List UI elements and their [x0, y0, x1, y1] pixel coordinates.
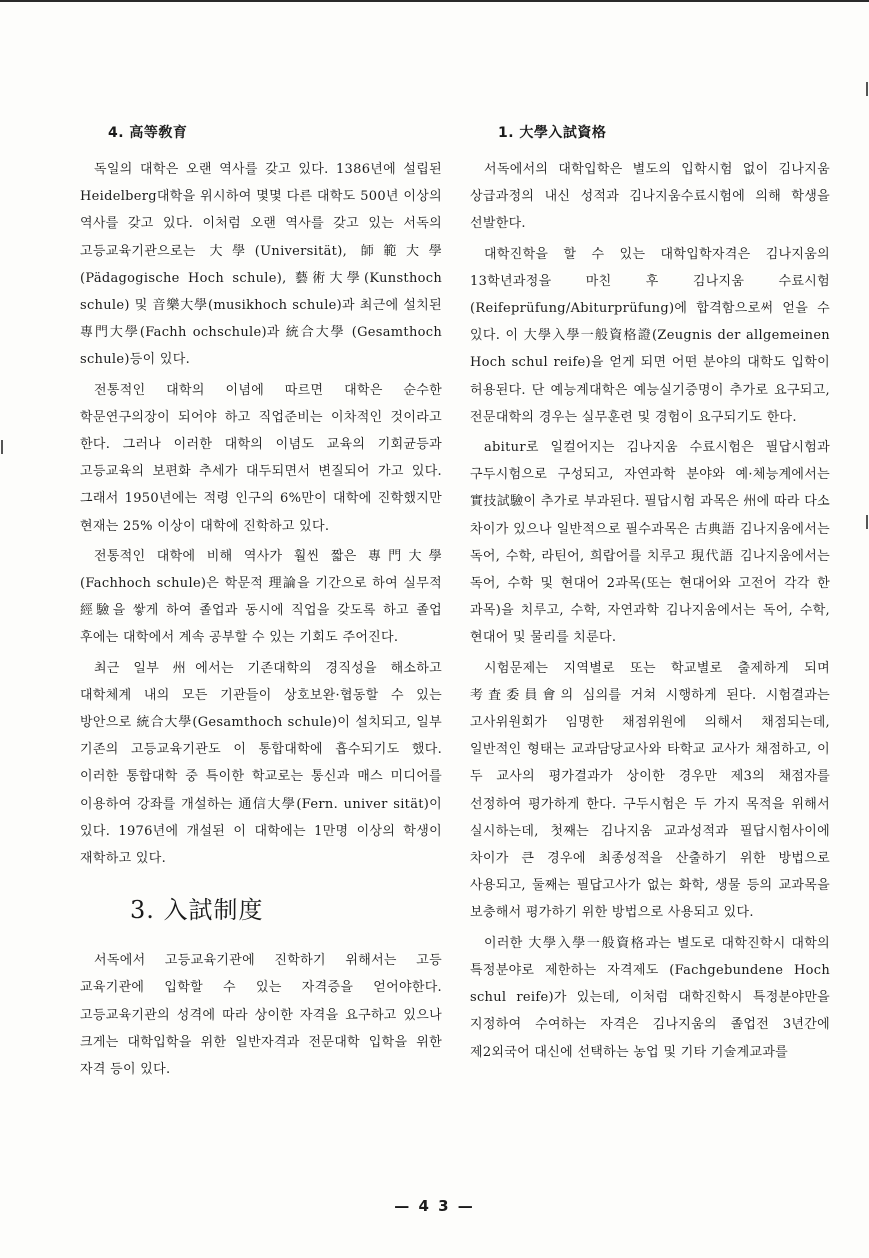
scan-margin-mark [866, 82, 868, 96]
paragraph: abitur로 일컬어지는 김나지움 수료시험은 필답시험과 구두시험으로 구성되고, 자연과학 분야와 예·체능계에서는 實技試驗이 추가로 부과된다. 필답시험 과목은 州에 따라 다소 차이가 있으나 일반적으로 필수과목은 古典語 김나지움에서는 독어, 수학, 라틴어, 희랍어를 치루고 現代語 김나지움에서는 독어, 수학 및 현대어 2과목(또는 현대어와 고전어 각각 한 과목)을 치루고, 수학, 자연과학 김나지움에서는 독어, 수학, 현대어 및 물리를 치룬다. [470, 440, 830, 646]
paragraph: 시험문제는 지역별로 또는 학교별로 출제하게 되며 考査委員會의 심의를 거쳐 시행하게 된다. 시험결과는 고사위원회가 임명한 채점위원에 의해서 채점되는데, 일반적인 형태는 교과담당교사와 타학교 교사가 채점하고, 이 두 교사의 평가결과가 상이한 경우만 제3의 채점자를 선정하여 평가하게 한다. 구두시험은 두 가지 목적을 위해서 실시하는데, 첫째는 김나지움 교과성적과 필답시험사이에 차이가 큰 경우에 최종성적을 산출하기 위한 방법으로 사용되고, 둘째는 필답고사가 없는 화학, 생물 등의 교과목을 보충해서 평가하기 위한 방법으로 사용되고 있다. [470, 660, 830, 921]
section-heading-higher-education: 4. 高等敎育 [108, 125, 188, 141]
paragraph: 서독에서의 대학입학은 별도의 입학시험 없이 김나지움 상급과정의 내신 성적과 김나지움수료시험에 의해 학생을 선발한다. [470, 162, 830, 232]
paragraph: 전통적인 대학에 비해 역사가 훨씬 짧은 專門大學(Fachhoch schule)은 학문적 理論을 기간으로 하여 실무적 經驗을 쌓게 하여 졸업과 동시에 직업을 갖도록 하고 졸업 후에는 대학에서 계속 공부할 수 있는 기회도 주어진다. [80, 548, 442, 646]
left-column [80, 122, 442, 1086]
paragraph: 독일의 대학은 오랜 역사를 갖고 있다. 1386년에 설립된 Heidelberg대학을 위시하여 몇몇 다른 대학도 500년 이상의 역사를 갖고 있다. 이처럼 오랜 역사를 갖고 있는 서독의 고등교육기관으로는 大學(Universität), 師範大學(Pädagogische Hoch schule), 藝術大學(Kunsthoch schule) 및 音樂大學(musikhoch schule)과 최근에 설치된 專門大學(Fachh ochschule)과 統合大學 (Gesamthoch schule)등이 있다. [80, 162, 442, 368]
section-heading-university-admission: 1. 大學入試資格 [498, 125, 607, 141]
right-column [470, 122, 830, 1069]
paragraph: 이러한 大學入學一般資格과는 별도로 대학진학시 대학의 특정분야로 제한하는 자격제도 (Fachgebundene Hoch schul reife)가 있는데, 이처럼 대학진학시 특정분야만을 지정하여 수여하는 자격은 김나지움의 졸업전 3년간에 제2외국어 대신에 선택하는 농업 및 기타 기술계교과를 [470, 935, 830, 1060]
scan-margin-mark [866, 515, 868, 529]
paragraph: 전통적인 대학의 이념에 따르면 대학은 순수한 학문연구의장이 되어야 하고 직업준비는 이차적인 것이라고 한다. 그러나 이러한 대학의 이념도 교육의 기회균등과 고등교육의 보편화 추세가 대두되면서 변질되어 가고 있다. 그래서 1950년에는 적령 인구의 6%만이 대학에 진학했지만 현재는 25% 이상이 대학에 진학하고 있다. [80, 382, 442, 534]
page-number: — 4 3 — [394, 1197, 475, 1215]
paragraph: 대학진학을 할 수 있는 대학입학자격은 김나지움의 13학년과정을 마친 후 김나지움 수료시험 (Reifeprüfung/Abiturprüfung)에 합격함으로써 얻을 수 있다. 이 大學入學一般資格證(Zeugnis der allgemeinen Hoch schul reife)을 얻게 되면 어떤 분야의 대학도 입학이 허용된다. 단 예능계대학은 예능실기증명이 추가로 요구되고, 전문대학의 경우는 실무훈련 및 경험이 요구되기도 한다. [470, 246, 830, 425]
paragraph: 서독에서 고등교육기관에 진학하기 위해서는 고등 교육기관에 입학할 수 있는 자격증을 얻어야한다. 고등교육기관의 성격에 따라 상이한 자격을 요구하고 있으나 크게는 대학입학을 위한 일반자격과 전문대학 입학을 위한 자격 등이 있다. [80, 953, 442, 1078]
paragraph: 최근 일부 州에서는 기존대학의 경직성을 해소하고 대학체계 내의 모든 기관들이 상호보완·협동할 수 있는 방안으로 統合大學(Gesamthoch schule)이 설치되고, 일부 기존의 고등교육기관도 이 통합대학에 흡수되기도 했다. 이러한 통합대학 중 특이한 학교로는 통신과 매스 미디어를 이용하여 강좌를 개설하는 通信大學(Fern. univer sität)이 있다. 1976년에 개설된 이 대학에는 1만명 이상의 학생이 재학하고 있다. [80, 660, 442, 867]
scan-margin-mark [1, 440, 3, 454]
chapter-heading-admission-system: 3. 入試制度 [130, 896, 264, 925]
top-border-line [0, 0, 869, 2]
